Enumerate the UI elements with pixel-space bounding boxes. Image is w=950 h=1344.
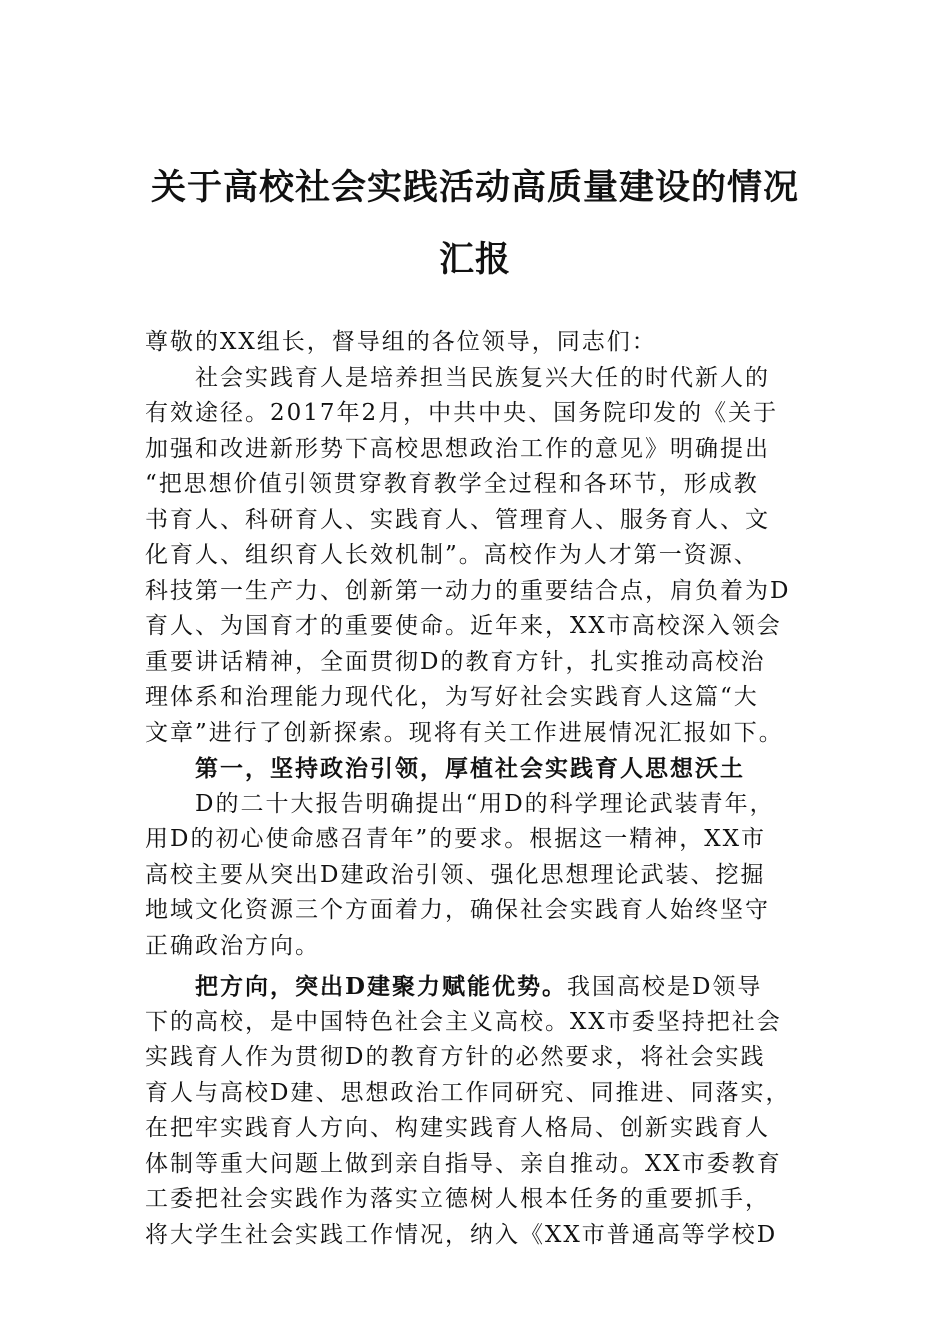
paragraph-line: 化育人、组织育人长效机制”。高校作为人才第一资源、 (145, 542, 759, 568)
paragraph-2 (145, 787, 807, 965)
paragraph-line: 实践育人作为贯彻D的教育方针的必然要求，将社会实践 (145, 1044, 766, 1070)
paragraph-line: 在把牢实践育人方向、构建实践育人格局、创新实践育人 (145, 1115, 770, 1141)
paragraph-line: 社会实践育人是培养担当民族复兴大任的时代新人的 (195, 364, 770, 391)
salutation: 尊敬的XX组长，督导组的各位领导，同志们： (145, 329, 657, 355)
paragraph-line: 有效途径。2017年2月，中共中央、国务院印发的《关于 (145, 400, 779, 426)
paragraph-line: 高校主要从突出D建政治引领、强化思想理论武装、挖掘 (145, 861, 766, 888)
paragraph-line: 书育人、科研育人、实践育人、管理育人、服务育人、文 (145, 506, 770, 533)
paragraph-1 (145, 361, 807, 752)
paragraph-line: 育人、为国育才的重要使命。近年来，XX市高校深入领会 (145, 613, 782, 639)
section-heading: 第一，坚持政治引领，厚植社会实践育人思想沃土 (195, 755, 745, 782)
paragraph-line: 下的高校，是中国特色社会主义高校。XX市委坚持把社会 (145, 1008, 782, 1035)
paragraph-line: 地域文化资源三个方面着力，确保社会实践育人始终坚守 (145, 897, 770, 923)
paragraph-line: “把思想价值引领贯穿教育教学全过程和各环节，形成教 (145, 471, 759, 497)
paragraph-line: 理体系和治理能力现代化，为写好社会实践育人这篇“大 (145, 684, 759, 710)
paragraph-line: 体制等重大问题上做到亲自指导、亲自推动。XX市委教育 (145, 1150, 782, 1177)
title-line-1: 关于高校社会实践活动高质量建设的情况 (150, 167, 799, 208)
document-body (145, 325, 807, 1253)
paragraph-line: 育人与高校D建、思想政治工作同研究、同推进、同落实， (145, 1079, 791, 1106)
paragraph-line: 将大学生社会实践工作情况，纳入《XX市普通高等学校D (145, 1221, 778, 1248)
paragraph-line (145, 969, 807, 1005)
paragraph-line: 文章”进行了创新探索。现将有关工作进展情况汇报如下。 (145, 719, 784, 746)
paragraph-line: 工委把社会实践作为落实立德树人根本任务的重要抓手， (145, 1186, 770, 1212)
title-line-2: 汇报 (438, 239, 511, 280)
paragraph-lead-bold: 把方向，突出D建聚力赋能优势。 (195, 973, 567, 1000)
document-title (145, 152, 805, 296)
paragraph-line: 重要讲话精神，全面贯彻D的教育方针，扎实推动高校治 (145, 648, 766, 675)
paragraph-line: 用D的初心使命感召青年”的要求。根据这一精神，XX市 (145, 826, 766, 852)
paragraph-line: 加强和改进新形势下高校思想政治工作的意见》明确提出 (145, 435, 770, 462)
paragraph-lead-rest: 我国高校是D领导 (566, 974, 763, 1000)
paragraph-line: D的二十大报告明确提出“用D的科学理论武装青年， (195, 790, 775, 817)
paragraph-line: 科技第一生产力、创新第一动力的重要结合点，肩负着为D (145, 577, 791, 604)
paragraph-line: 正确政治方向。 (145, 932, 320, 959)
paragraph-3 (145, 969, 807, 1253)
